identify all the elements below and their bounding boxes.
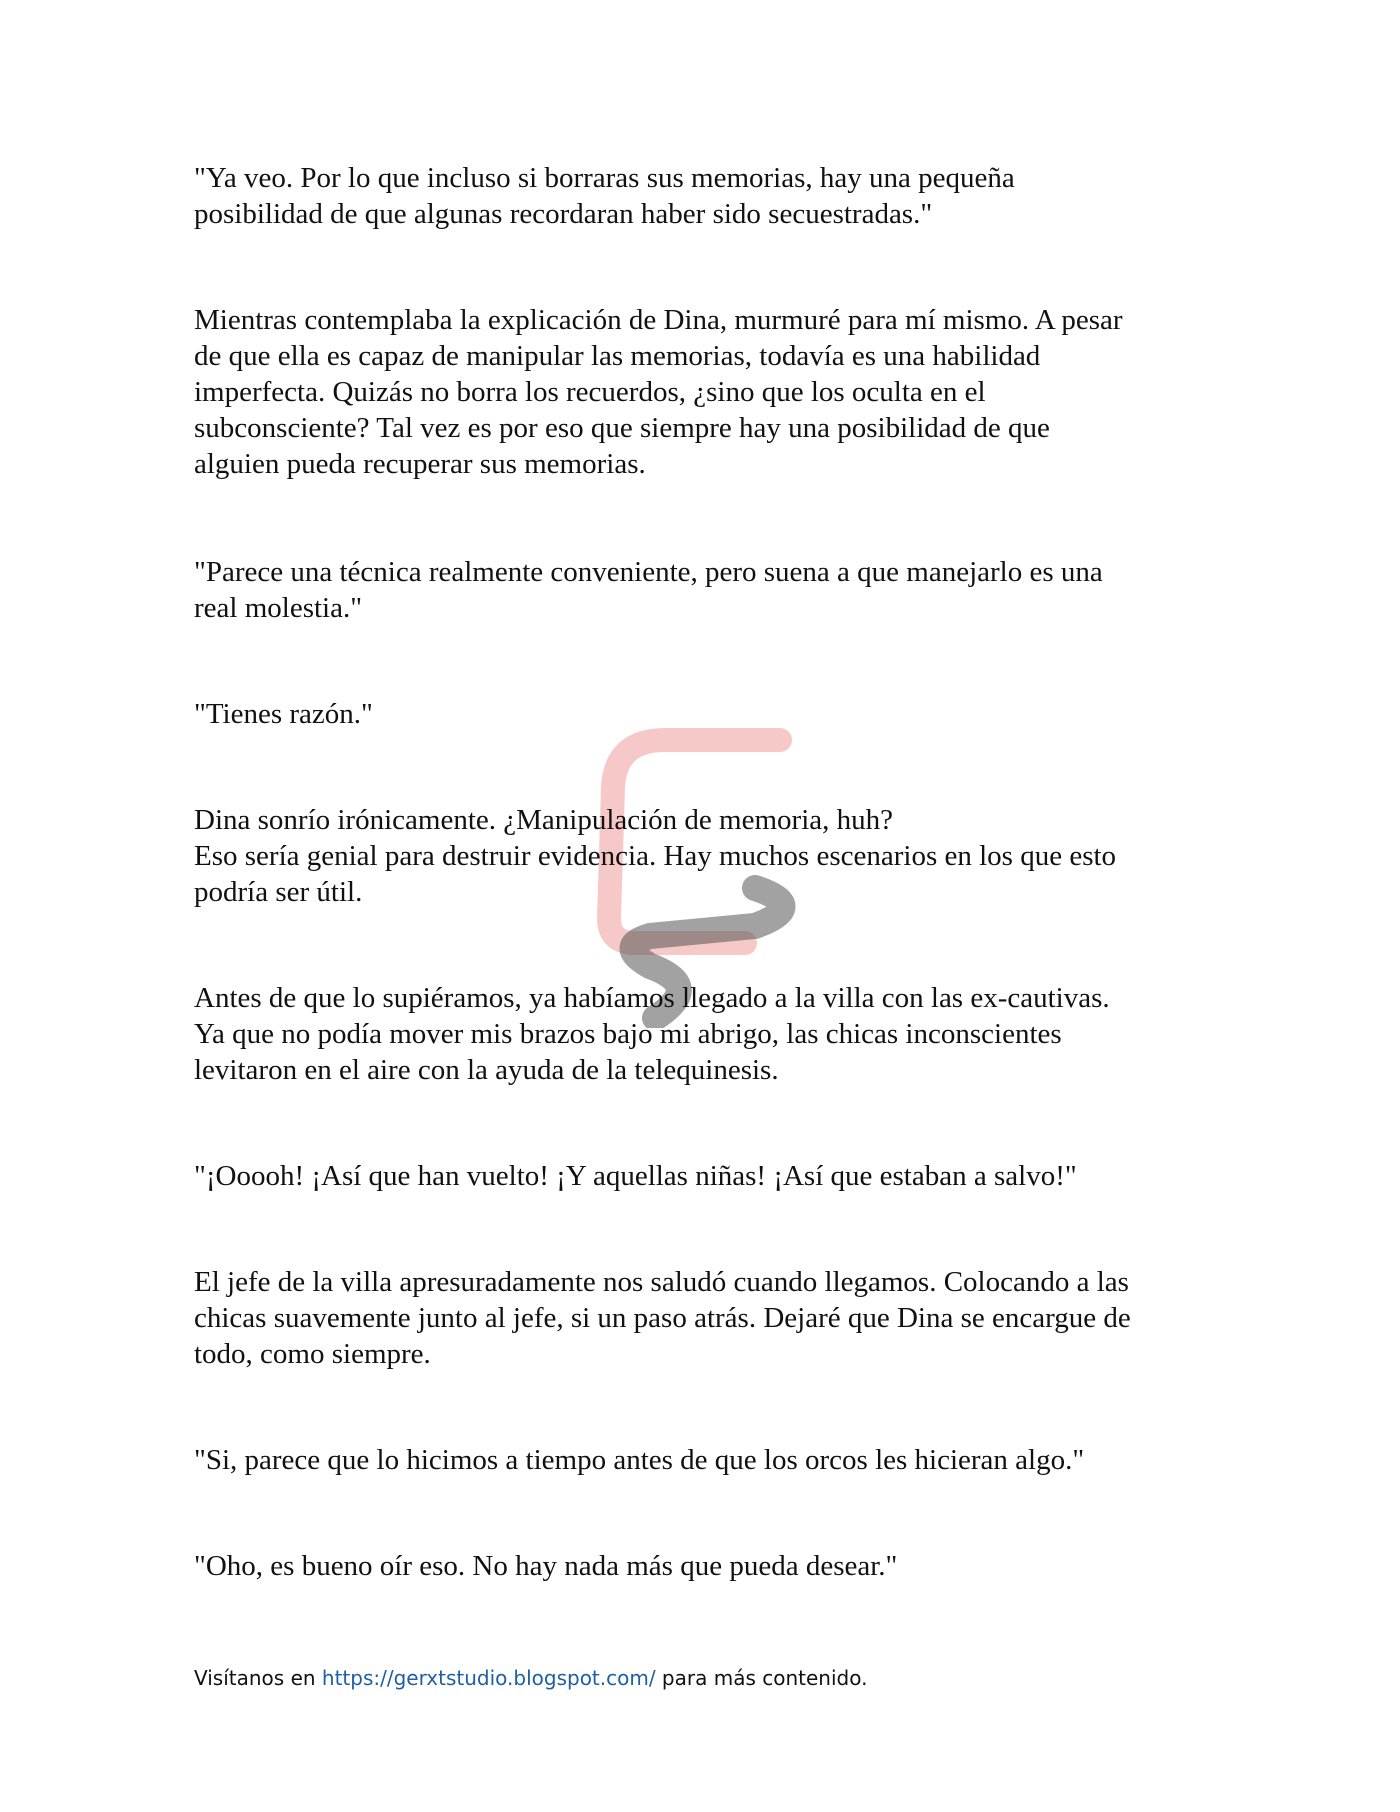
- text-line: "Ya veo. Por lo que incluso si borraras sus memorias, hay una pequeña: [194, 162, 1015, 194]
- text-line: subconsciente? Tal vez es por eso que siempre hay una posibilidad de que: [194, 412, 1050, 444]
- text-line: Antes de que lo supiéramos, ya habíamos llegado a la villa con las ex-cautivas.: [194, 982, 1110, 1014]
- text-line: "¡Ooooh! ¡Así que han vuelto! ¡Y aquellas niñas! ¡Así que estaban a salvo!": [194, 1160, 1077, 1192]
- text-line: Eso sería genial para destruir evidencia. Hay muchos escenarios en los que esto: [194, 840, 1117, 872]
- text-line: chicas suavemente junto al jefe, si un paso atrás. Dejaré que Dina se encargue de: [194, 1302, 1131, 1334]
- text-line: "Si, parece que lo hicimos a tiempo antes de que los orcos les hicieran algo.": [194, 1444, 1085, 1476]
- text-line: podría ser útil.: [194, 876, 363, 908]
- text-line: Ya que no podía mover mis brazos bajo mi abrigo, las chicas inconscientes: [194, 1018, 1062, 1050]
- text-line: "Tienes razón.": [194, 698, 373, 730]
- footer-suffix: para más contenido.: [655, 1666, 868, 1690]
- paragraph-1: [194, 160, 1214, 232]
- paragraph-8: [194, 1264, 1214, 1372]
- text-line: El jefe de la villa apresuradamente nos saludó cuando llegamos. Colocando a las: [194, 1266, 1129, 1298]
- paragraph-3: [194, 554, 1214, 626]
- text-line: "Parece una técnica realmente conveniente, pero suena a que manejarlo es una: [194, 556, 1103, 588]
- blog-link[interactable]: https://gerxtstudio.blogspot.com/: [321, 1666, 656, 1690]
- text-line: Mientras contemplaba la explicación de Dina, murmuré para mí mismo. A pesar: [194, 304, 1123, 336]
- paragraph-5: [194, 802, 1214, 910]
- paragraph-10: [194, 1548, 1214, 1584]
- paragraph-9: [194, 1442, 1214, 1478]
- body-text: [194, 160, 1214, 1584]
- text-line: de que ella es capaz de manipular las memorias, todavía es una habilidad: [194, 340, 1041, 372]
- text-line: alguien pueda recuperar sus memorias.: [194, 448, 646, 480]
- text-line: levitaron en el aire con la ayuda de la telequinesis.: [194, 1054, 779, 1086]
- text-line: todo, como siempre.: [194, 1338, 431, 1370]
- paragraph-6: [194, 980, 1214, 1088]
- text-line: imperfecta. Quizás no borra los recuerdos, ¿sino que los oculta en el: [194, 376, 986, 408]
- text-line: Dina sonrío irónicamente. ¿Manipulación de memoria, huh?: [194, 804, 894, 836]
- text-line: real molestia.": [194, 592, 363, 624]
- footer-note: [194, 1664, 867, 1692]
- footer-prefix: Visítanos en: [194, 1666, 322, 1690]
- paragraph-4: [194, 696, 1214, 732]
- text-line: posibilidad de que algunas recordaran haber sido secuestradas.": [194, 198, 933, 230]
- paragraph-2: [194, 302, 1214, 482]
- paragraph-7: [194, 1158, 1214, 1194]
- text-line: "Oho, es bueno oír eso. No hay nada más que pueda desear.": [194, 1550, 898, 1582]
